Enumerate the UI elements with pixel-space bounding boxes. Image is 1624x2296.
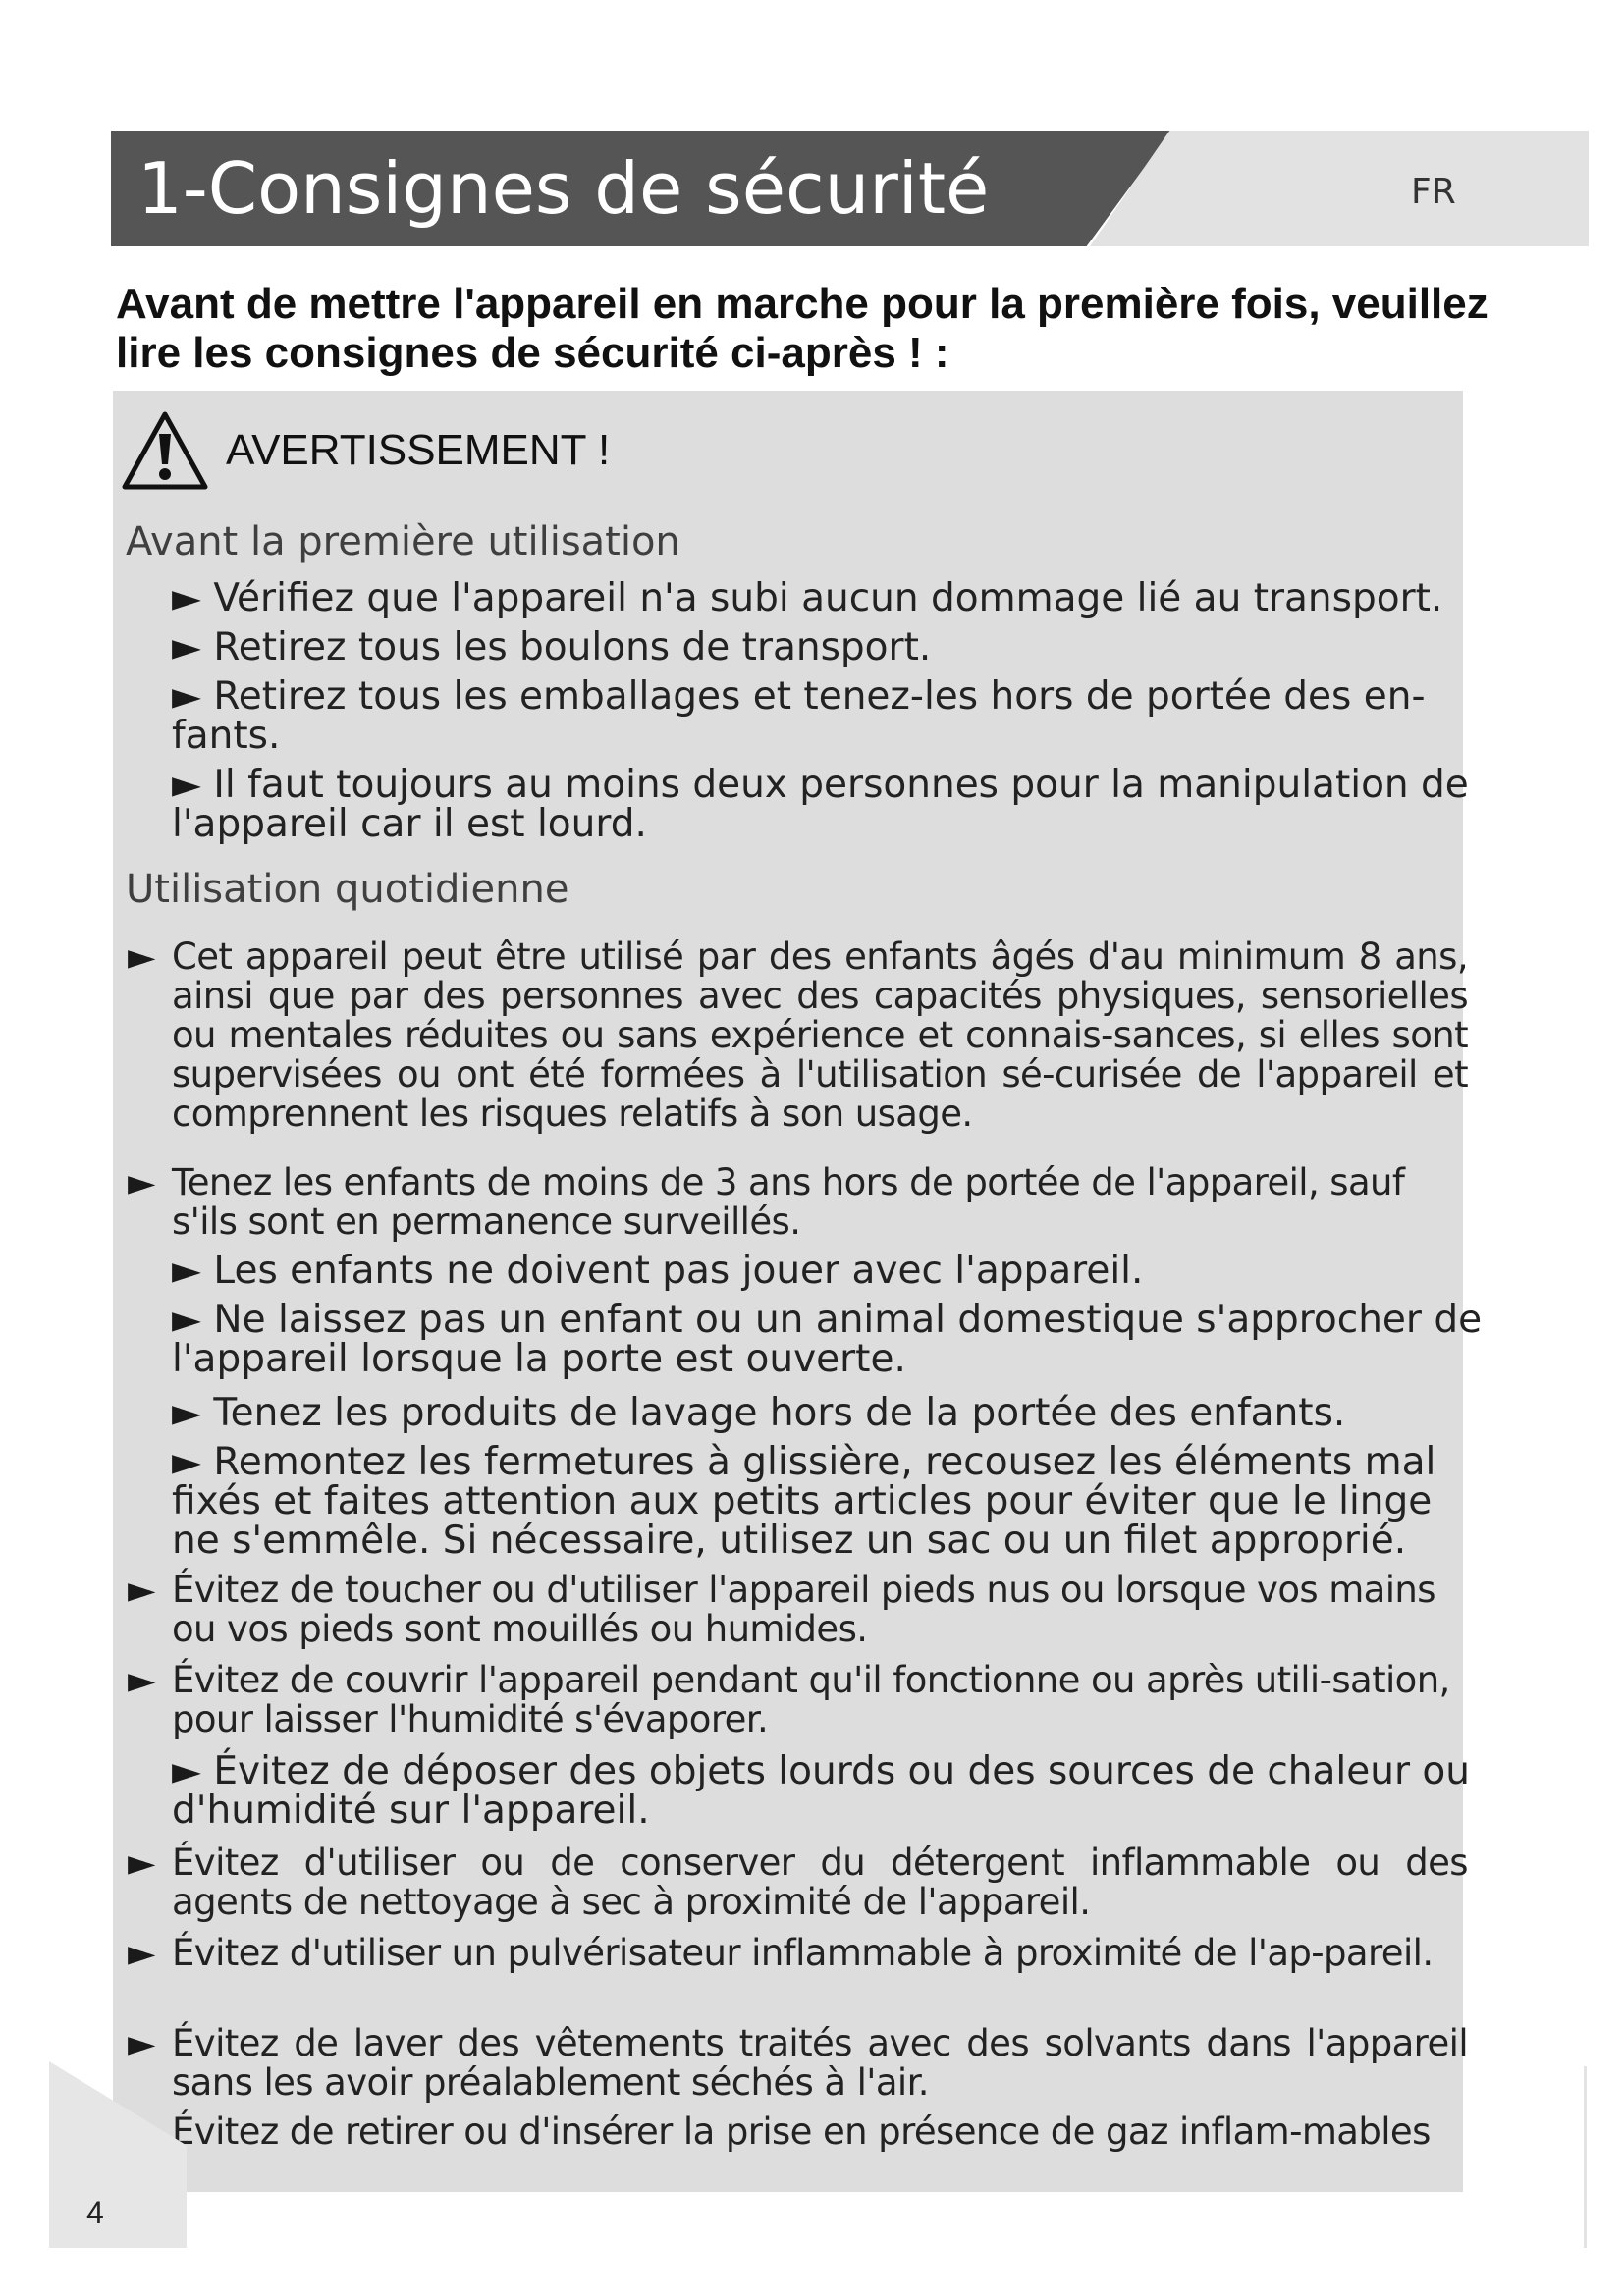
bullet-arrow-icon: ► xyxy=(172,1249,201,1293)
bullet-arrow-icon: ► xyxy=(172,1391,201,1435)
chapter-title: 1-Consignes de sécurité xyxy=(137,147,990,230)
language-code: FR xyxy=(1411,172,1456,212)
list-item: ► Évitez de couvrir l'appareil pendant qu'il fonctionne ou après utili-sation, pour laisser l'humidité s'évaporer. xyxy=(128,1659,1450,1740)
list-item: ► Évitez d'utiliser ou de conserver du détergent inflammable ou des agents de nettoyage à sec à proximité de l'appareil. xyxy=(128,1842,1468,1923)
bullet-arrow-icon: ► xyxy=(172,674,201,719)
bullet-arrow-icon: ► xyxy=(172,576,201,620)
bullet-arrow-icon: ► xyxy=(128,2022,155,2064)
list-item: ► Tenez les produits de lavage hors de la portée des enfants. xyxy=(172,1391,1346,1435)
list-item: ► Évitez de toucher ou d'utiliser l'appareil pieds nus ou lorsque vos mains ou vos pieds sont mouillés ou humides. xyxy=(128,1569,1435,1650)
bullet-arrow-icon: ► xyxy=(172,1440,201,1484)
page-edge-line xyxy=(1584,2066,1587,2248)
warning-title: AVERTISSEMENT ! xyxy=(226,426,611,474)
bullet-arrow-icon: ► xyxy=(128,1659,155,1701)
section-heading-before-first-use: Avant la première utilisation xyxy=(126,519,680,564)
language-banner xyxy=(1090,131,1589,246)
section-heading-daily-use: Utilisation quotidienne xyxy=(126,867,569,912)
list-item: ► Les enfants ne doivent pas jouer avec l'appareil. xyxy=(172,1249,1144,1293)
bullet-arrow-icon: ► xyxy=(172,1749,201,1793)
bullet-arrow-icon: ► xyxy=(172,1298,201,1342)
bullet-arrow-icon: ► xyxy=(172,763,201,807)
bullet-arrow-icon: ► xyxy=(172,625,201,669)
list-item: ► Ne laissez pas un enfant ou un animal domestique s'approcher de l'appareil lorsque la porte est ouverte. xyxy=(172,1298,1483,1381)
bullet-arrow-icon: ► xyxy=(128,1161,155,1203)
list-item: ► Vérifiez que l'appareil n'a subi aucun dommage lié au transport. xyxy=(172,576,1443,620)
list-item: ► Évitez de déposer des objets lourds ou des sources de chaleur ou d'humidité sur l'appareil. xyxy=(172,1749,1470,1833)
list-item: ► Cet appareil peut être utilisé par des enfants âgés d'au minimum 8 ans, ainsi que par des personnes avec des capacités physiques, sensorielles ou mentales réduites ou sans expérience et connais-sances, si elles sont supervisées ou ont été formées à l'utilisation sé-curisée de l'appareil et comprennent les risques relatifs à son usage. xyxy=(128,935,1468,1135)
warning-header xyxy=(120,407,610,494)
intro-text: Avant de mettre l'appareil en marche pour la première fois, veuillez lire les consignes de sécurité ci-après ! : xyxy=(116,280,1489,377)
bullet-arrow-icon: ► xyxy=(128,1569,155,1611)
list-item: Évitez de retirer ou d'insérer la prise en présence de gaz inflam-mables xyxy=(172,2112,1468,2152)
list-item: ► Retirez tous les boulons de transport. xyxy=(172,625,932,669)
bullet-arrow-icon: ► xyxy=(128,935,155,978)
list-item: ► Évitez d'utiliser un pulvérisateur inflammable à proximité de l'ap-pareil. xyxy=(128,1932,1434,1974)
warning-triangle-icon xyxy=(120,409,210,492)
list-item: ► Remontez les fermetures à glissière, recousez les éléments mal fixés et faites attention aux petits articles pour éviter que le linge ne s'emmêle. Si nécessaire, utilisez un sac ou un filet approprié. xyxy=(172,1440,1436,1563)
page-number: 4 xyxy=(86,2195,104,2230)
list-item: ► Tenez les enfants de moins de 3 ans hors de portée de l'appareil, sauf s'ils sont en permanence surveillés. xyxy=(128,1161,1405,1243)
bullet-arrow-icon: ► xyxy=(128,1932,155,1974)
list-item: ► Il faut toujours au moins deux personnes pour la manipulation de l'appareil car il est lourd. xyxy=(172,763,1469,846)
bullet-arrow-icon: ► xyxy=(128,1842,155,1884)
list-item: ► Évitez de laver des vêtements traités avec des solvants dans l'appareil sans les avoir préalablement séchés à l'air. xyxy=(128,2022,1468,2104)
list-item: ► Retirez tous les emballages et tenez-les hors de portée des en-fants. xyxy=(172,674,1426,758)
